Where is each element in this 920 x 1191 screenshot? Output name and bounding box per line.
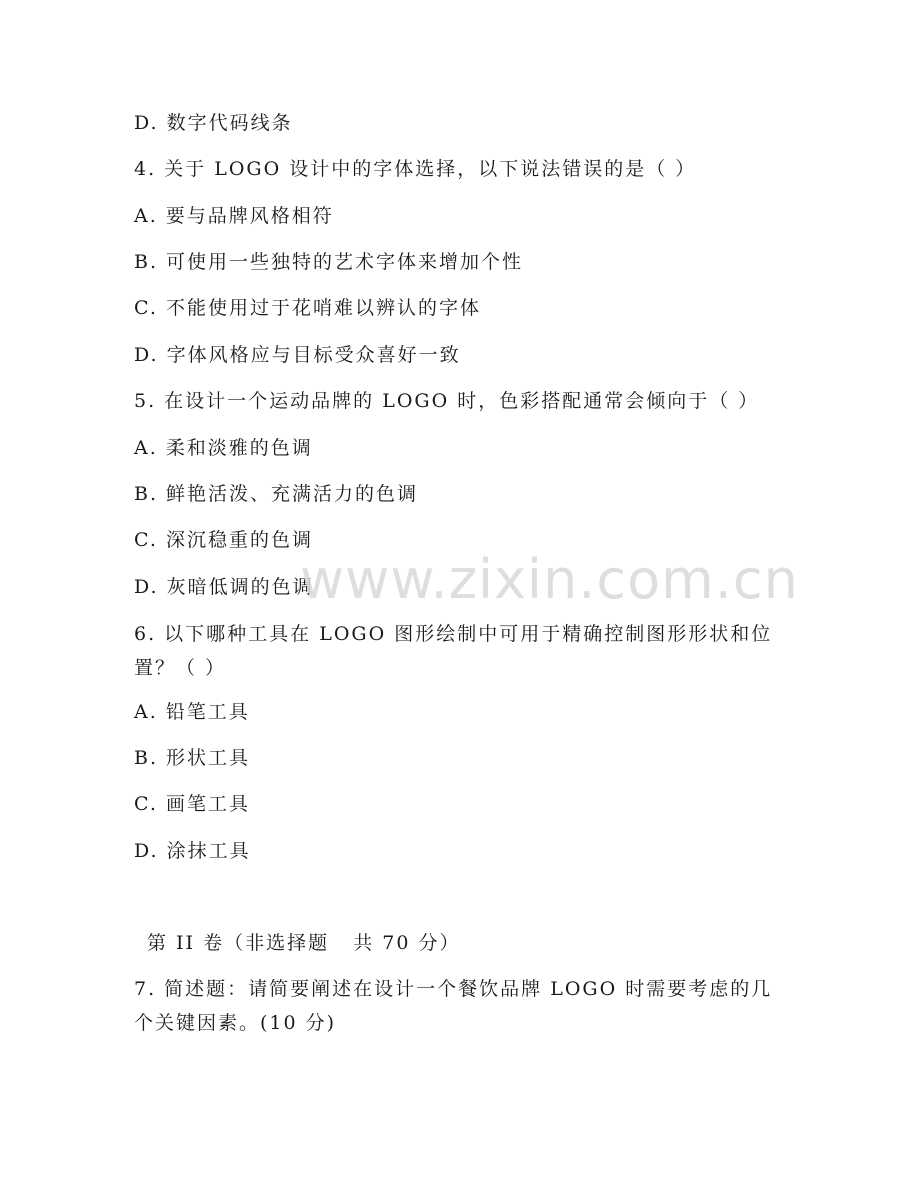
q4-option-d: D. 字体风格应与目标受众喜好一致: [134, 344, 461, 366]
question-4-stem: 4. 关于 LOGO 设计中的字体选择，以下说法错误的是（ ）: [134, 158, 697, 180]
q6-option-d: D. 涂抹工具: [134, 840, 251, 862]
q6-option-c: C. 画笔工具: [134, 793, 250, 815]
q4-option-a: A. 要与品牌风格相符: [134, 205, 334, 227]
question-7-stem: 7. 简述题：请简要阐述在设计一个餐饮品牌 LOGO 时需要考虑的几个关键因素。(10 分): [134, 978, 773, 1034]
q4-option-b: B. 可使用一些独特的艺术字体来增加个性: [134, 251, 524, 273]
q6-option-b: B. 形状工具: [134, 747, 251, 769]
section-2-title: 第 II 卷（非选择题 共 70 分）: [147, 932, 461, 954]
question-6-stem: 6. 以下哪种工具在 LOGO 图形绘制中可用于精确控制图形形状和位置？（ ）: [134, 623, 773, 679]
q5-option-b: B. 鲜艳活泼、充满活力的色调: [134, 483, 419, 505]
q5-option-c: C. 深沉稳重的色调: [134, 529, 313, 551]
q6-option-a: A. 铅笔工具: [134, 701, 250, 723]
question-5-stem: 5. 在设计一个运动品牌的 LOGO 时，色彩搭配通常会倾向于（ ）: [134, 390, 760, 412]
site-watermark: www.zixin.com.cn: [300, 548, 799, 611]
q4-option-c: C. 不能使用过于花哨难以辨认的字体: [134, 297, 481, 319]
q5-option-d: D. 灰暗低调的色调: [134, 576, 314, 598]
q5-option-a: A. 柔和淡雅的色调: [134, 437, 313, 459]
q3-option-d: D. 数字代码线条: [134, 112, 293, 134]
